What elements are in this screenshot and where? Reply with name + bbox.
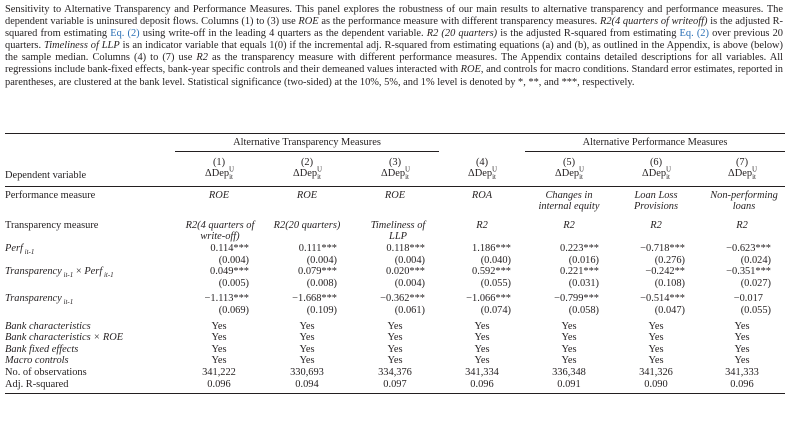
- row-label: No. of observations: [5, 367, 87, 378]
- coef-cell: −1.113***: [204, 293, 249, 305]
- table-cell: Yes: [648, 343, 664, 355]
- table-cell: R2(4 quarters of write-off): [185, 219, 255, 243]
- table-cell: R2: [563, 219, 575, 231]
- table-cell: Yes: [299, 343, 315, 355]
- equation-link[interactable]: Eq. (2): [110, 28, 140, 40]
- bank-char-roe-row: [5, 332, 785, 344]
- coef-cell: 0.020***: [386, 266, 425, 278]
- table-cell: 0.090: [613, 379, 699, 394]
- coef-cell: −0.718***: [640, 243, 685, 255]
- table-cell: Yes: [387, 332, 403, 344]
- table-cell: 341,222: [202, 367, 236, 378]
- table-cell: Yes: [561, 343, 577, 355]
- coef-cell: −1.066***: [466, 293, 511, 305]
- column-number: (2): [300, 156, 314, 168]
- table-cell: Yes: [211, 355, 227, 367]
- coef-cell: −0.351***: [726, 266, 771, 278]
- table-cell: Yes: [474, 332, 490, 344]
- observations-row: [5, 367, 785, 379]
- se-cell: (0.109): [306, 305, 337, 317]
- coef-cell: −1.668***: [292, 293, 337, 305]
- se-cell: (0.004): [306, 254, 337, 266]
- se-cell: (0.004): [218, 254, 249, 266]
- group-transparency-label: Alternative Transparency Measures: [175, 134, 439, 152]
- row-label: Transparency $_{it-1}$ × Perf $_{it-1}$: [5, 266, 114, 280]
- table-cell: 341,333: [725, 367, 759, 378]
- table-cell: Changes in internal equity: [538, 189, 600, 213]
- table-cell: Loan Loss Provisions: [633, 189, 679, 213]
- coef-cell: −0.514***: [640, 293, 685, 305]
- table-cell: Yes: [474, 320, 490, 332]
- se-cell: (0.074): [480, 305, 511, 317]
- interaction-coef-row: [5, 266, 785, 278]
- se-cell: (0.031): [568, 277, 599, 289]
- table-cell: Yes: [734, 355, 750, 367]
- se-cell: (0.008): [306, 277, 337, 289]
- table-cell: Yes: [474, 343, 490, 355]
- se-cell: (0.069): [218, 305, 249, 317]
- se-cell: (0.016): [568, 254, 599, 266]
- row-label: Bank characteristics: [5, 320, 91, 332]
- table-cell: Yes: [299, 320, 315, 332]
- row-label: Bank fixed effects: [5, 343, 79, 355]
- table-cell: R2: [736, 219, 748, 231]
- se-cell: (0.005): [218, 277, 249, 289]
- row-label: Adj. R-squared: [5, 379, 175, 394]
- dep-var-cell: ΔDep$^U_{it}$: [351, 168, 439, 186]
- table-cell: Yes: [734, 343, 750, 355]
- coef-cell: −0.362***: [380, 293, 425, 305]
- coef-cell: 0.114***: [210, 243, 249, 255]
- table-cell: 0.097: [351, 379, 439, 394]
- results-table: [5, 133, 785, 394]
- coef-cell: 0.223***: [560, 243, 599, 255]
- se-cell: (0.027): [740, 277, 771, 289]
- table-cell: Yes: [387, 355, 403, 367]
- coef-cell: 0.049***: [210, 266, 249, 278]
- group-performance-label: Alternative Performance Measures: [525, 134, 785, 152]
- se-cell: (0.047): [654, 305, 685, 317]
- coef-cell: 1.186***: [472, 243, 511, 255]
- row-label: Bank characteristics × ROE: [5, 332, 124, 344]
- se-cell: (0.040): [480, 254, 511, 266]
- dep-var-cell: ΔDep$^U_{it}$: [525, 168, 613, 186]
- coef-cell: −0.623***: [726, 243, 771, 255]
- se-cell: (0.024): [740, 254, 771, 266]
- table-cell: 0.096: [439, 379, 525, 394]
- table-cell: 0.096: [175, 379, 263, 394]
- table-cell: R2: [476, 219, 488, 231]
- table-cell: 330,693: [290, 367, 324, 378]
- performance-measure-row: [5, 186, 785, 213]
- coef-cell: 0.592***: [472, 266, 511, 278]
- se-cell: (0.058): [568, 305, 599, 317]
- table-cell: R2(20 quarters): [273, 219, 341, 231]
- se-cell: (0.055): [740, 305, 771, 317]
- table-cell: ROA: [471, 189, 493, 201]
- bank-fe-row: [5, 344, 785, 356]
- table-cell: Yes: [387, 320, 403, 332]
- table-cell: Yes: [561, 332, 577, 344]
- se-cell: (0.061): [394, 305, 425, 317]
- table-cell: Yes: [299, 355, 315, 367]
- table-cell: 0.094: [263, 379, 351, 394]
- se-cell: (0.276): [654, 254, 685, 266]
- column-number: (5): [562, 156, 576, 168]
- dep-var-cell: ΔDep$^U_{it}$: [439, 168, 525, 186]
- table-cell: Timeliness of LLP: [370, 219, 426, 243]
- coef-cell: 0.118***: [386, 243, 425, 255]
- table-cell: Yes: [561, 355, 577, 367]
- coef-cell: −0.242**: [645, 266, 685, 278]
- table-cell: 341,326: [639, 367, 673, 378]
- dep-var-cell: ΔDep$^U_{it}$: [175, 168, 263, 186]
- table-cell: Yes: [387, 343, 403, 355]
- table-cell: Yes: [734, 332, 750, 344]
- row-label: Transparency $_{it-1}$: [5, 293, 74, 307]
- group-header-row: [5, 134, 785, 152]
- transparency-coef-row: [5, 293, 785, 305]
- se-cell: (0.108): [654, 277, 685, 289]
- table-caption: Sensitivity to Alternative Transparency and Performance Measures. This panel explores the robustness of our main results to alternative transparency and performance measures. The dependent variable is uninsured deposit flows. Columns (1) to (3) use ROE as the performance measure with different transparency measures. R2(4 quarters of writeoff) is the adjusted R-squared from estimating Eq. (2) using write-off in the leading 4 quarters as the dependent variable. R2 (20 quarters) is the adjusted R-squared from estimating Eq. (2) over previous 20 quarters. Timeliness of LLP is an indicator variable that equals 1(0) if the incremental adj. R-squared from estimating equations (a) and (b), as outlined in the Appendix, is above (below) the sample median. Columns (4) to (7) use R2 as the transparency measure with different performance measures. The Appendix contains detailed descriptions for all variables. All regressions include bank-fixed effects, bank-year specific controls and their demeaned values interacted with ROE, and controls for macro conditions. Standard error estimates, reported in parentheses, are clustered at the bank level. Statistical significance (two-sided) at the 10%, 5%, and 1% level is denoted by *, **, and ***, respectively.: [5, 4, 784, 88]
- table-cell: Yes: [299, 332, 315, 344]
- perf-coef-row: [5, 243, 785, 255]
- dep-var-cell: ΔDep$^U_{it}$: [699, 168, 785, 186]
- table-cell: 334,376: [378, 367, 412, 378]
- table-cell: Yes: [211, 320, 227, 332]
- table-cell: Yes: [648, 355, 664, 367]
- interaction-se-row: [5, 278, 785, 290]
- row-label: Performance measure: [5, 189, 96, 201]
- equation-link[interactable]: Eq. (2): [679, 28, 709, 40]
- table-cell: ROE: [384, 189, 406, 201]
- column-number: (6): [649, 156, 663, 168]
- coef-cell: −0.799***: [554, 293, 599, 305]
- row-label: Transparency measure: [5, 219, 99, 231]
- column-number: (4): [475, 156, 489, 168]
- row-label: Dependent variable: [5, 168, 175, 186]
- table-cell: Yes: [648, 332, 664, 344]
- column-number: (7): [735, 156, 749, 168]
- dep-var-cell: ΔDep$^U_{it}$: [263, 168, 351, 186]
- table-cell: Yes: [734, 320, 750, 332]
- table-cell: Yes: [211, 343, 227, 355]
- table-cell: Yes: [474, 355, 490, 367]
- table-cell: Yes: [211, 332, 227, 344]
- transparency-se-row: [5, 305, 785, 317]
- adj-r2-row: [5, 379, 785, 394]
- column-number: (3): [388, 156, 402, 168]
- table-cell: Yes: [648, 320, 664, 332]
- dependent-variable-row: [5, 168, 785, 186]
- coef-cell: 0.079***: [298, 266, 337, 278]
- table-cell: R2: [650, 219, 662, 231]
- dep-var-cell: ΔDep$^U_{it}$: [613, 168, 699, 186]
- row-label: Macro controls: [5, 355, 69, 367]
- se-cell: (0.004): [394, 254, 425, 266]
- table-cell: 0.096: [699, 379, 785, 394]
- se-cell: (0.055): [480, 277, 511, 289]
- table-cell: 336,348: [552, 367, 586, 378]
- coef-cell: −0.017: [733, 293, 763, 305]
- perf-se-row: [5, 255, 785, 267]
- bank-characteristics-row: [5, 321, 785, 333]
- table-cell: ROE: [296, 189, 318, 201]
- coef-cell: 0.221***: [560, 266, 599, 278]
- table-cell: ROE: [208, 189, 230, 201]
- transparency-measure-row: [5, 220, 785, 243]
- column-number: (1): [212, 156, 226, 168]
- macro-controls-row: [5, 355, 785, 367]
- table-cell: Non-performing loans: [710, 189, 778, 213]
- table-cell: 341,334: [465, 367, 499, 378]
- se-cell: (0.004): [394, 277, 425, 289]
- row-label: Perf $_{it-1}$: [5, 243, 35, 257]
- table-cell: 0.091: [525, 379, 613, 394]
- coef-cell: 0.111***: [298, 243, 337, 255]
- table-cell: Yes: [561, 320, 577, 332]
